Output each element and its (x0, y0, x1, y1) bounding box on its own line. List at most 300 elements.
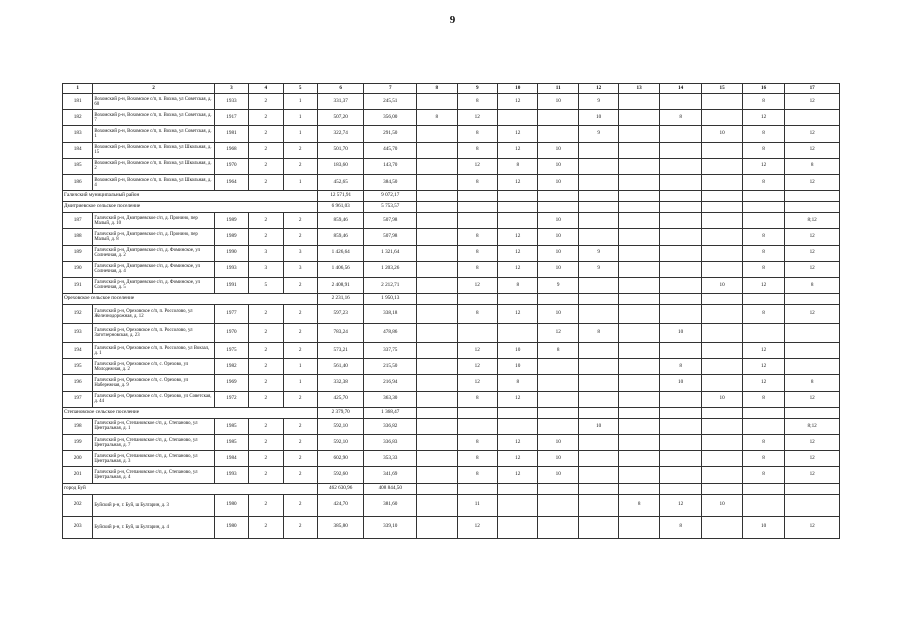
row-number: 198 (63, 418, 93, 434)
empty-cell (702, 202, 742, 213)
section-total: 1 950,13 (364, 294, 417, 305)
data-cell: 12 (457, 277, 497, 293)
data-cell: 1 (283, 359, 317, 375)
data-cell: 1980 (214, 494, 248, 516)
data-cell: 381,60 (364, 494, 417, 516)
data-cell: 1 321,64 (364, 245, 417, 261)
data-cell (417, 451, 457, 467)
empty-cell (498, 483, 538, 494)
data-cell (578, 494, 618, 516)
data-cell: 12 (785, 126, 840, 142)
data-cell (417, 229, 457, 245)
data-cell (417, 375, 457, 391)
table-row (63, 245, 840, 261)
data-cell: 2 (249, 359, 283, 375)
table-row (63, 494, 840, 516)
data-cell: 445,70 (364, 142, 417, 158)
data-cell (498, 494, 538, 516)
data-cell: 2 (249, 126, 283, 142)
table-row (63, 94, 840, 110)
data-cell (659, 158, 701, 174)
section-total: 408 844,50 (364, 483, 417, 494)
data-cell: 1 (283, 110, 317, 126)
data-cell (742, 418, 784, 434)
section-total: 2 231,16 (317, 294, 364, 305)
section-total: 5 753,57 (364, 202, 417, 213)
data-cell: 12 (498, 142, 538, 158)
table-row (63, 305, 840, 324)
data-cell (659, 142, 701, 158)
data-cell: 1982 (214, 359, 248, 375)
data-cell: 10 (702, 126, 742, 142)
address-cell: Вохомский р-н, Вохомское с/п, п. Вохма, ул Школьная, д. 15 (93, 142, 214, 158)
data-cell: 12 (498, 126, 538, 142)
table-row (63, 277, 840, 293)
data-cell (702, 305, 742, 324)
data-cell: 592,60 (317, 467, 364, 483)
data-cell: 2 (249, 174, 283, 190)
data-cell: 12 (498, 229, 538, 245)
data-cell: 507,98 (364, 213, 417, 229)
data-cell: 783,24 (317, 324, 364, 343)
data-cell (619, 451, 659, 467)
data-cell (702, 261, 742, 277)
data-cell: 183,60 (317, 158, 364, 174)
data-cell: 1970 (214, 324, 248, 343)
data-cell (538, 110, 578, 126)
empty-cell (417, 294, 457, 305)
data-cell: 12 (785, 391, 840, 407)
row-number: 181 (63, 94, 93, 110)
data-cell: 353,33 (364, 451, 417, 467)
data-cell (417, 277, 457, 293)
section-row (63, 191, 840, 202)
data-cell (659, 343, 701, 359)
data-cell (417, 305, 457, 324)
data-cell: 356,00 (364, 110, 417, 126)
data-cell: 1 (283, 375, 317, 391)
address-cell: Галичский р-н, Ореховское с/п, с. Орехово, ул Советская, д. 44 (93, 391, 214, 407)
data-cell (417, 467, 457, 483)
data-cell: 10 (538, 305, 578, 324)
section-total: 2 379,70 (317, 407, 364, 418)
data-cell: 561,40 (317, 359, 364, 375)
data-cell: 1 (283, 126, 317, 142)
empty-cell (785, 202, 840, 213)
data-cell: 2 (249, 516, 283, 538)
data-cell (619, 359, 659, 375)
data-cell (578, 375, 618, 391)
section-total: 1 368,47 (364, 407, 417, 418)
data-cell: 478,86 (364, 324, 417, 343)
data-cell (742, 324, 784, 343)
data-cell: 8 (457, 245, 497, 261)
data-cell: 12 (498, 261, 538, 277)
data-cell (538, 516, 578, 538)
data-cell (619, 305, 659, 324)
data-cell (742, 494, 784, 516)
data-cell: 8 (742, 435, 784, 451)
empty-cell (742, 483, 784, 494)
column-header: 4 (249, 84, 283, 94)
data-cell: 1 426,64 (317, 245, 364, 261)
column-header: 8 (417, 84, 457, 94)
data-cell: 12 (538, 324, 578, 343)
table-row (63, 391, 840, 407)
column-header: 12 (578, 84, 618, 94)
data-cell (619, 435, 659, 451)
data-cell: 10 (659, 324, 701, 343)
data-cell (702, 245, 742, 261)
data-cell: 10 (538, 229, 578, 245)
data-cell (619, 94, 659, 110)
data-cell: 1985 (214, 418, 248, 434)
address-cell: Вохомский р-н, Вохомское с/п, п. Вохма, ул Школьная, д. 4 (93, 174, 214, 190)
section-label: Галичский муниципальный район (63, 191, 318, 202)
data-cell: 1975 (214, 343, 248, 359)
data-cell: 859,46 (317, 213, 364, 229)
data-cell (785, 359, 840, 375)
data-cell: 245,51 (364, 94, 417, 110)
data-cell (417, 174, 457, 190)
row-number: 188 (63, 229, 93, 245)
data-cell: 363,30 (364, 391, 417, 407)
data-cell (659, 305, 701, 324)
data-cell: 2 (249, 305, 283, 324)
data-cell: 12 (659, 494, 701, 516)
empty-cell (417, 202, 457, 213)
data-cell: 12 (498, 435, 538, 451)
data-cell: 1 (283, 174, 317, 190)
data-cell: 1968 (214, 142, 248, 158)
data-cell: 12 (498, 94, 538, 110)
data-cell: 10 (742, 516, 784, 538)
row-number: 196 (63, 375, 93, 391)
data-cell (578, 516, 618, 538)
data-cell: 5 (249, 277, 283, 293)
data-cell (702, 359, 742, 375)
data-cell: 10 (538, 213, 578, 229)
data-cell: 8 (457, 435, 497, 451)
data-cell: 8 (457, 305, 497, 324)
data-cell: 322,74 (317, 126, 364, 142)
address-cell: Галичский р-н, Ореховское с/п, с. Орехово, ул Набережная, д. 9 (93, 375, 214, 391)
data-cell: 1984 (214, 451, 248, 467)
data-cell (702, 213, 742, 229)
data-cell (702, 435, 742, 451)
data-cell: 8 (742, 245, 784, 261)
data-cell: 507,20 (317, 110, 364, 126)
data-cell: 10 (538, 142, 578, 158)
data-cell: 8 (457, 229, 497, 245)
data-cell (538, 418, 578, 434)
address-cell: Галичский р-н, Ореховское с/п, п. Россолово, ул Вокзал, д. 1 (93, 343, 214, 359)
data-cell: 10 (702, 391, 742, 407)
data-cell (538, 494, 578, 516)
empty-cell (702, 483, 742, 494)
data-cell: 1933 (214, 94, 248, 110)
data-cell: 11 (457, 494, 497, 516)
data-cell: 501,70 (317, 142, 364, 158)
data-cell (538, 126, 578, 142)
data-cell: 336,83 (364, 435, 417, 451)
table-row (63, 343, 840, 359)
data-cell: 1972 (214, 391, 248, 407)
data-cell (578, 467, 618, 483)
data-cell: 507,98 (364, 229, 417, 245)
data-cell (578, 277, 618, 293)
data-cell: 12 (785, 142, 840, 158)
data-cell: 10 (659, 375, 701, 391)
data-cell: 338,18 (364, 305, 417, 324)
data-cell (498, 324, 538, 343)
table-row (63, 229, 840, 245)
data-cell: 8 (457, 391, 497, 407)
data-cell: 2 408,91 (317, 277, 364, 293)
data-cell (578, 229, 618, 245)
data-cell: 8 (742, 451, 784, 467)
data-cell (619, 142, 659, 158)
data-cell (457, 213, 497, 229)
address-cell: Буйский р-н, г. Буй, ш Булгарин, д. 4 (93, 516, 214, 538)
data-cell (659, 261, 701, 277)
data-cell: 12 (742, 343, 784, 359)
data-cell (538, 359, 578, 375)
data-cell (578, 359, 618, 375)
data-cell: 12 (785, 305, 840, 324)
empty-cell (538, 202, 578, 213)
data-cell: 2 (249, 494, 283, 516)
row-number: 186 (63, 174, 93, 190)
empty-cell (578, 407, 618, 418)
empty-cell (538, 407, 578, 418)
empty-cell (742, 202, 784, 213)
empty-cell (702, 294, 742, 305)
empty-cell (457, 407, 497, 418)
data-cell (619, 174, 659, 190)
data-cell (498, 110, 538, 126)
data-cell: 2 (249, 110, 283, 126)
data-cell (619, 110, 659, 126)
data-cell: 9 (578, 245, 618, 261)
data-cell (702, 324, 742, 343)
data-cell (659, 94, 701, 110)
data-cell: 1991 (214, 277, 248, 293)
row-number: 194 (63, 343, 93, 359)
data-cell: 1 203,26 (364, 261, 417, 277)
page-number: 9 (449, 14, 456, 26)
empty-cell (578, 294, 618, 305)
data-cell: 10 (538, 261, 578, 277)
address-cell: Галичский р-н, Ореховское с/п, п. Россолово, ул Железнодорожная, д. 12 (93, 305, 214, 324)
data-cell: 2 (283, 418, 317, 434)
data-cell (659, 174, 701, 190)
section-row (63, 294, 840, 305)
column-header: 11 (538, 84, 578, 94)
data-cell: 12 (785, 94, 840, 110)
data-cell: 332,38 (317, 375, 364, 391)
housing-registry-table (62, 83, 840, 539)
empty-cell (417, 483, 457, 494)
data-cell: 2 (283, 158, 317, 174)
row-number: 182 (63, 110, 93, 126)
column-header: 15 (702, 84, 742, 94)
data-cell: 10 (538, 451, 578, 467)
table-header-row (63, 84, 840, 94)
data-cell (619, 126, 659, 142)
data-cell: 12 (457, 158, 497, 174)
data-cell (785, 494, 840, 516)
data-cell (498, 213, 538, 229)
data-cell: 1985 (214, 435, 248, 451)
section-label: Ореховское сельское поселение (63, 294, 318, 305)
data-cell: 2 (249, 451, 283, 467)
empty-cell (417, 191, 457, 202)
data-cell: 8 (742, 305, 784, 324)
data-cell: 2 (249, 467, 283, 483)
address-cell: Галичский р-н, Степановское с/п, д. Степаново, ул Центральная, д. 7 (93, 435, 214, 451)
section-row (63, 407, 840, 418)
data-cell (578, 451, 618, 467)
data-cell: 8 (742, 142, 784, 158)
empty-cell (659, 202, 701, 213)
data-cell: 12 (785, 435, 840, 451)
data-cell: 12 (785, 245, 840, 261)
table-row (63, 213, 840, 229)
data-cell: 1989 (214, 213, 248, 229)
data-cell: 215,50 (364, 359, 417, 375)
data-cell (785, 324, 840, 343)
data-cell: 2 (283, 324, 317, 343)
section-label: Дмитриевское сельское поселение (63, 202, 318, 213)
data-cell (578, 391, 618, 407)
data-cell: 1977 (214, 305, 248, 324)
data-cell (619, 391, 659, 407)
data-cell: 8 (742, 94, 784, 110)
data-cell: 12 (742, 375, 784, 391)
data-cell (417, 494, 457, 516)
data-cell: 8 (457, 174, 497, 190)
empty-cell (457, 483, 497, 494)
data-cell: 1993 (214, 467, 248, 483)
data-cell: 3 (283, 261, 317, 277)
data-cell (702, 375, 742, 391)
data-cell: 3 (249, 261, 283, 277)
data-cell: 2 (283, 494, 317, 516)
section-total: 9 072,17 (364, 191, 417, 202)
data-cell: 12 (498, 174, 538, 190)
data-cell (659, 418, 701, 434)
data-cell (578, 158, 618, 174)
table-row (63, 418, 840, 434)
row-number: 200 (63, 451, 93, 467)
data-cell: 9 (538, 277, 578, 293)
data-cell: 2 (249, 375, 283, 391)
data-cell: 8 (457, 142, 497, 158)
data-cell: 12 (457, 110, 497, 126)
column-header: 9 (457, 84, 497, 94)
table-row (63, 158, 840, 174)
data-cell (702, 516, 742, 538)
data-cell (659, 229, 701, 245)
address-cell: Галичский р-н, Степановское с/п, д. Степаново, ул Центральная, д. 4 (93, 467, 214, 483)
data-cell (578, 142, 618, 158)
data-cell: 8 (742, 261, 784, 277)
empty-cell (619, 191, 659, 202)
data-cell: 602,90 (317, 451, 364, 467)
empty-cell (417, 407, 457, 418)
data-cell: 8 (457, 261, 497, 277)
empty-cell (457, 191, 497, 202)
address-cell: Вохомский р-н, Вохомское с/п, п. Вохма, ул Советская, д. 60 (93, 94, 214, 110)
table-row (63, 142, 840, 158)
table-row (63, 516, 840, 538)
data-cell (619, 343, 659, 359)
empty-cell (457, 202, 497, 213)
empty-cell (659, 407, 701, 418)
empty-cell (785, 191, 840, 202)
data-cell: 12 (742, 359, 784, 375)
data-cell (417, 391, 457, 407)
data-cell: 12 (498, 391, 538, 407)
data-cell: 452,65 (317, 174, 364, 190)
row-number: 184 (63, 142, 93, 158)
data-cell: 8;12 (785, 418, 840, 434)
data-cell (619, 418, 659, 434)
data-cell (702, 343, 742, 359)
data-cell: 1993 (214, 261, 248, 277)
section-row (63, 483, 840, 494)
row-number: 202 (63, 494, 93, 516)
data-cell (702, 142, 742, 158)
data-cell (619, 324, 659, 343)
empty-cell (498, 407, 538, 418)
column-header: 6 (317, 84, 364, 94)
empty-cell (619, 483, 659, 494)
data-cell: 12 (457, 359, 497, 375)
empty-cell (457, 294, 497, 305)
data-cell: 8 (785, 375, 840, 391)
data-cell: 12 (498, 451, 538, 467)
section-row (63, 202, 840, 213)
section-label: город Буй (63, 483, 318, 494)
data-cell: 1980 (214, 516, 248, 538)
data-cell: 339,10 (364, 516, 417, 538)
data-cell (578, 343, 618, 359)
row-number: 192 (63, 305, 93, 324)
address-cell: Галичский р-н, Ореховское с/п, п. Россолово, ул Заготзерновская, д. 23 (93, 324, 214, 343)
data-cell: 8 (578, 324, 618, 343)
data-cell (659, 391, 701, 407)
empty-cell (538, 294, 578, 305)
empty-cell (578, 191, 618, 202)
data-cell: 8 (498, 158, 538, 174)
data-cell: 10 (538, 158, 578, 174)
data-cell (417, 213, 457, 229)
data-cell: 2 (283, 277, 317, 293)
data-cell: 573,21 (317, 343, 364, 359)
data-cell (659, 451, 701, 467)
data-cell (659, 435, 701, 451)
data-cell: 2 (249, 324, 283, 343)
data-cell: 597,23 (317, 305, 364, 324)
empty-cell (702, 407, 742, 418)
address-cell: Вохомский р-н, Вохомское с/п, п. Вохма, ул Школьная, д. 2 (93, 158, 214, 174)
row-number: 193 (63, 324, 93, 343)
data-cell: 12 (457, 343, 497, 359)
empty-cell (498, 294, 538, 305)
column-header: 3 (214, 84, 248, 94)
